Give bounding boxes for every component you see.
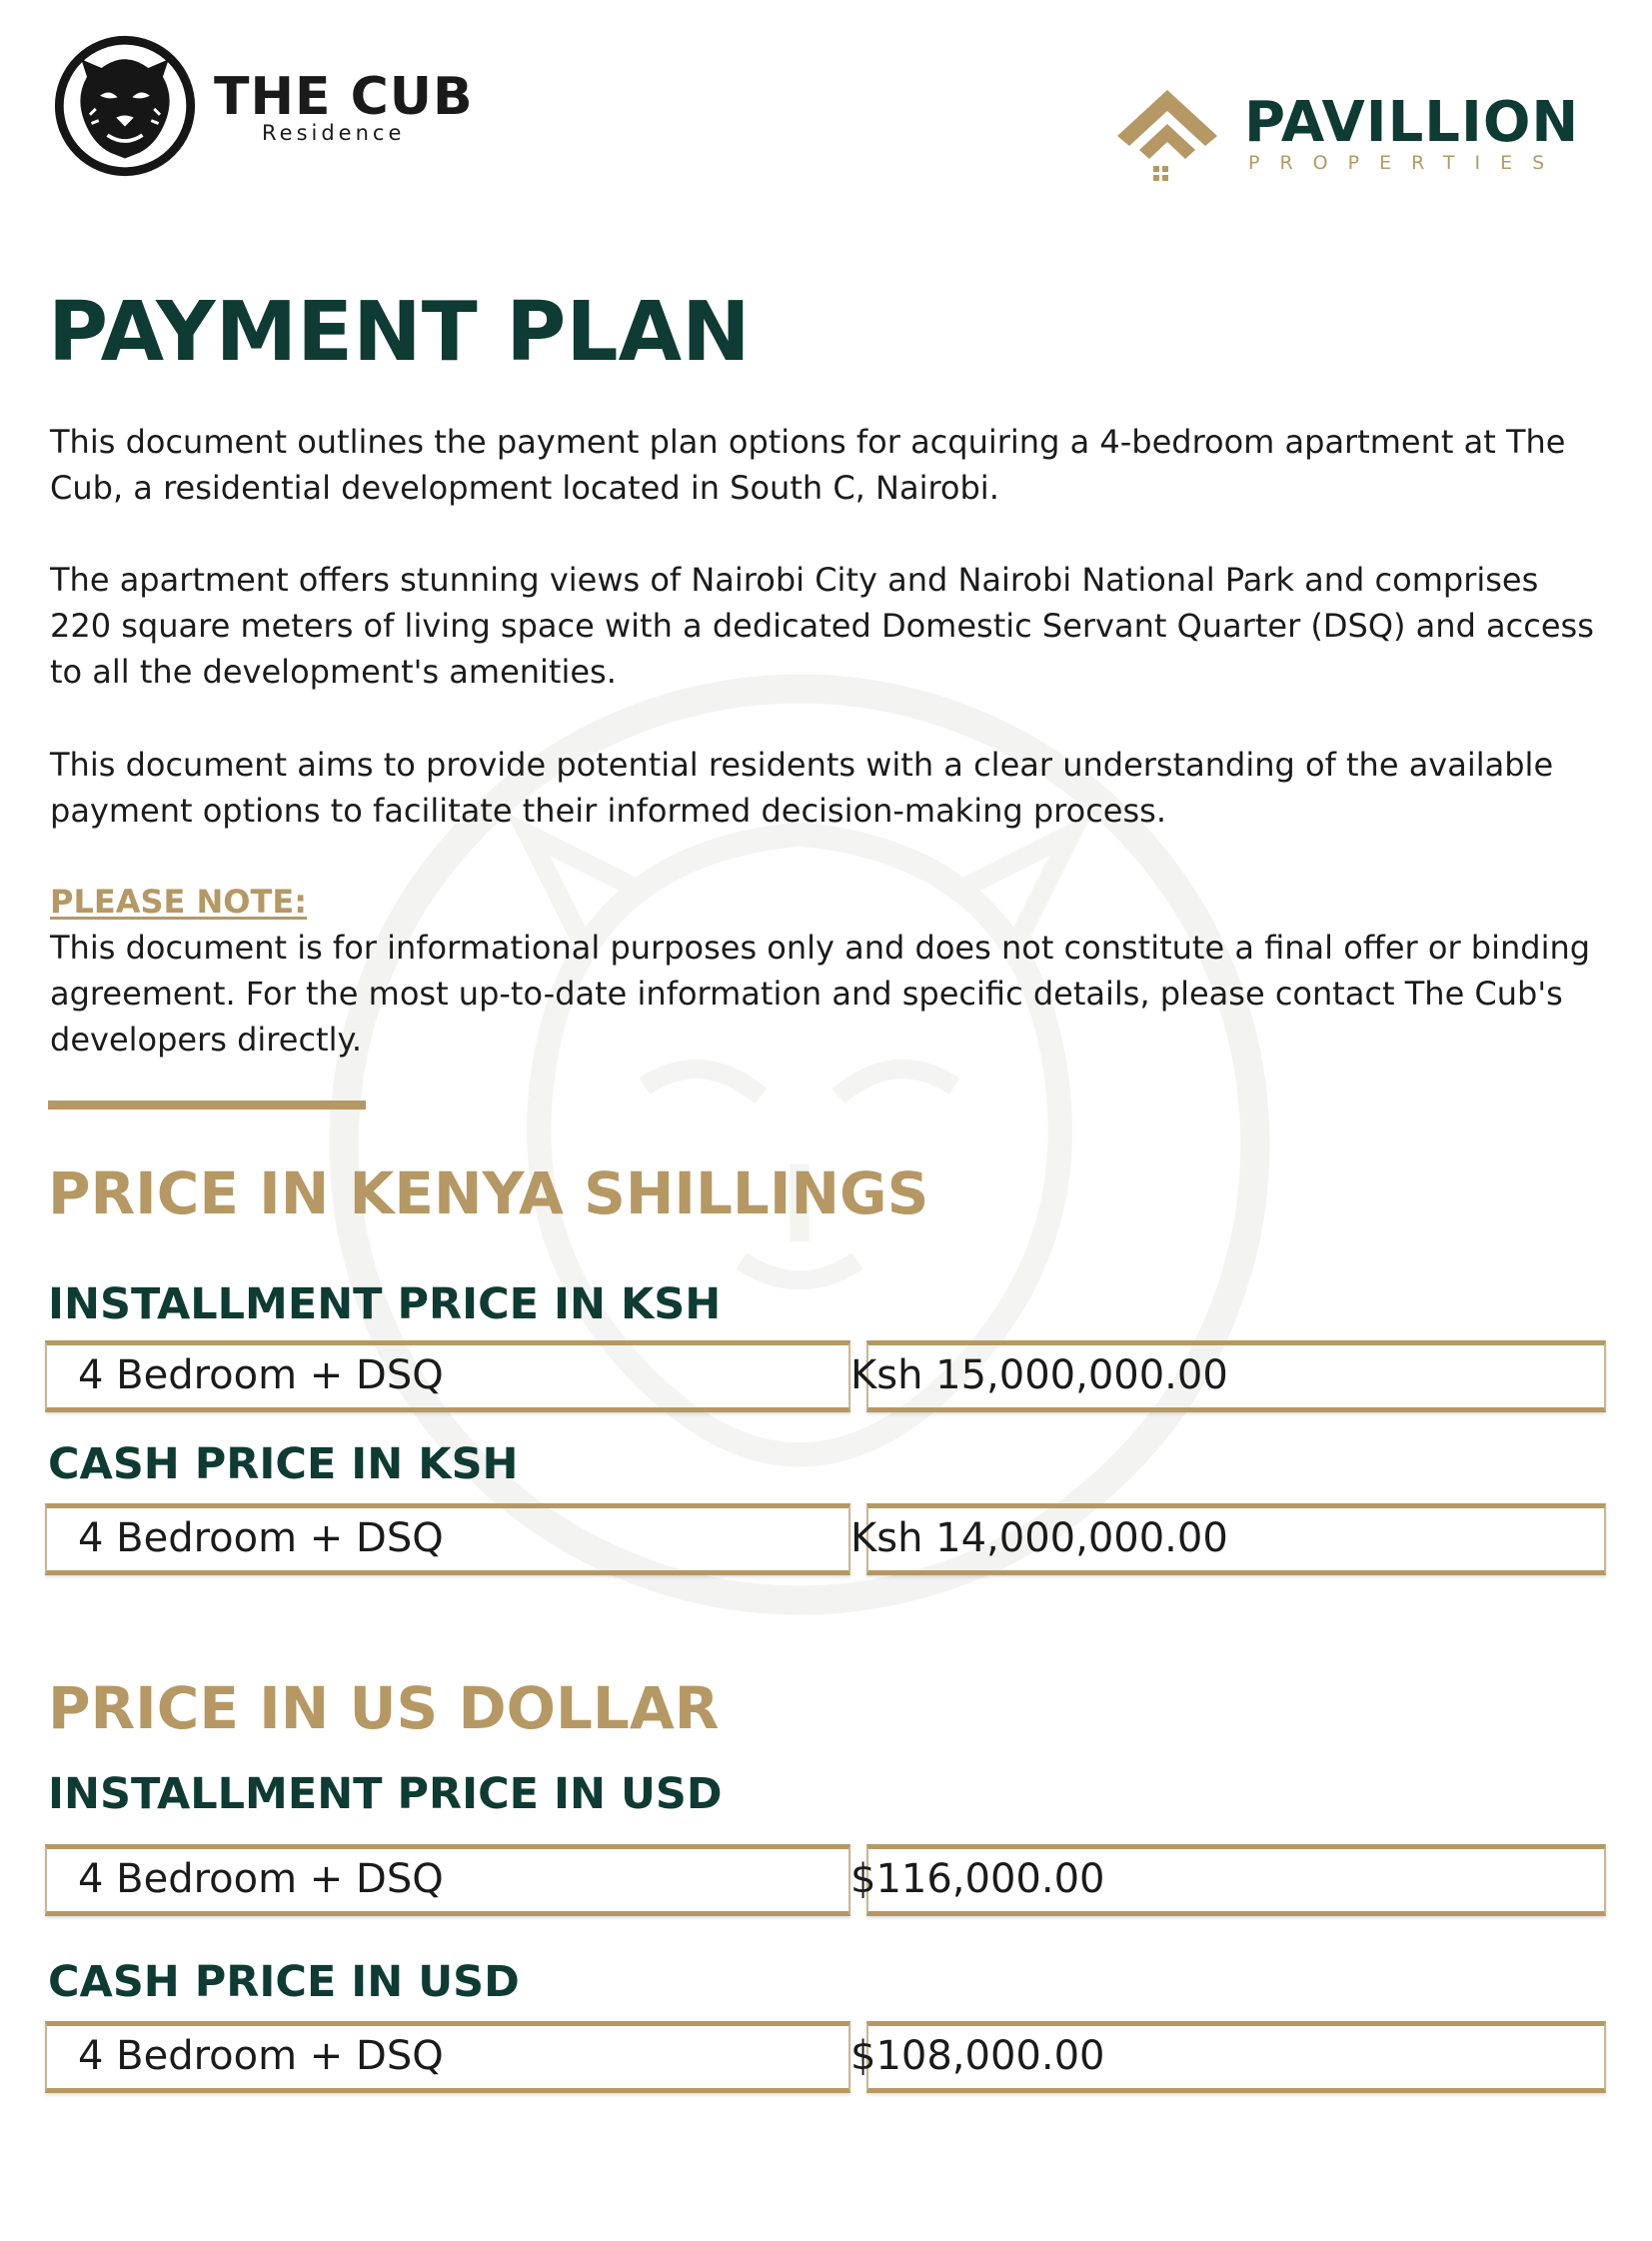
intro-paragraph-2: The apartment offers stunning views of Nairobi City and Nairobi National Park and comprises 220 square meters of living space with a dedicated Domestic Servant Quarter (DSQ) and access to all the development's amenities. (50, 561, 1594, 691)
the-cub-name: THE CUB (214, 67, 474, 127)
note-label: PLEASE NOTE: (50, 883, 307, 921)
unit-label: 4 Bedroom + DSQ (78, 2033, 444, 2079)
usd-installment-row (45, 1844, 1604, 1916)
the-cub-logo (52, 33, 472, 183)
price-value: $108,000.00 (850, 2033, 1105, 2079)
usd-cash-row (45, 2021, 1604, 2093)
note-text: This document is for informational purposes only and does not constitute a final offer or binding agreement. For the most up-to-date information and specific details, please contact The Cub's developers directly. (50, 929, 1591, 1059)
ksh-installment-title: INSTALLMENT PRICE IN KSH (48, 1279, 722, 1329)
ksh-cash-row (45, 1503, 1604, 1575)
section-divider (48, 1101, 366, 1110)
page-title: PAYMENT PLAN (48, 285, 751, 380)
the-cub-subtitle: Residence (262, 121, 406, 145)
price-value: $116,000.00 (850, 1856, 1105, 1902)
price-value: Ksh 14,000,000.00 (850, 1515, 1228, 1561)
ksh-section-title: PRICE IN KENYA SHILLINGS (48, 1159, 929, 1227)
usd-installment-title: INSTALLMENT PRICE IN USD (48, 1769, 723, 1819)
intro-paragraph-3: This document aims to provide potential residents with a clear understanding of the available payment options to facilitate their informed decision-making process. (50, 746, 1554, 830)
unit-label: 4 Bedroom + DSQ (78, 1515, 444, 1561)
lion-cub-emblem-icon (52, 33, 198, 179)
ksh-cash-title: CASH PRICE IN KSH (48, 1439, 519, 1489)
house-roof-emblem-icon (1111, 84, 1223, 184)
usd-cash-title: CASH PRICE IN USD (48, 1957, 520, 2007)
unit-label: 4 Bedroom + DSQ (78, 1352, 444, 1398)
unit-label: 4 Bedroom + DSQ (78, 1856, 444, 1902)
pavillion-name: PAVILLION (1244, 90, 1580, 155)
intro-paragraph-1: This document outlines the payment plan options for acquiring a 4-bedroom apartment at The Cub, a residential development located in South C, Nairobi. (50, 423, 1566, 507)
pavillion-logo (1111, 84, 1591, 184)
price-value: Ksh 15,000,000.00 (850, 1352, 1228, 1398)
ksh-installment-row (45, 1340, 1604, 1412)
usd-section-title: PRICE IN US DOLLAR (48, 1674, 720, 1742)
pavillion-subtitle: PROPERTIES (1248, 152, 1565, 174)
